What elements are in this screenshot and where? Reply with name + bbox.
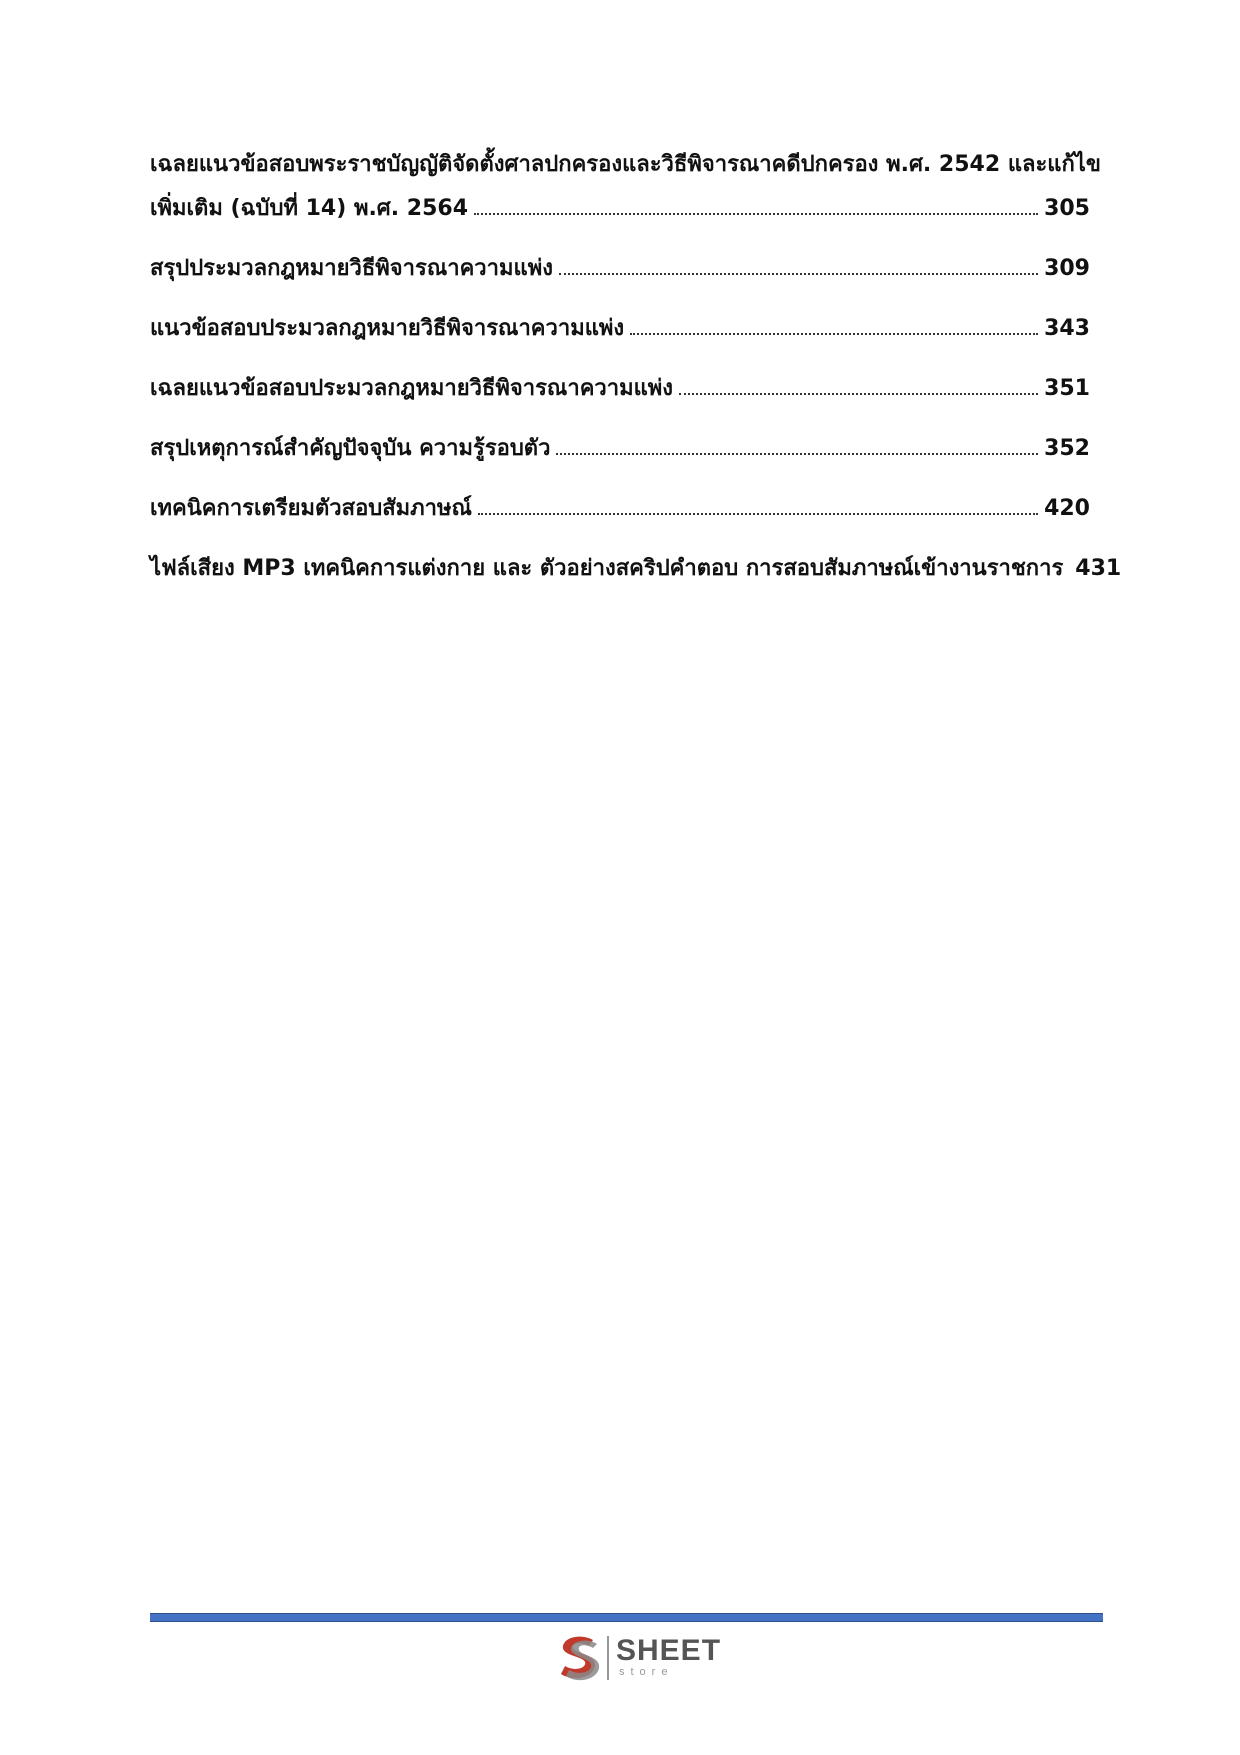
dot-leader [474,213,1038,215]
dot-leader [679,393,1038,395]
table-of-contents [150,150,1122,584]
toc-entry-page: 343 [1044,316,1090,341]
logo-subtext: store [619,1666,674,1678]
footer-rule [150,1613,1103,1622]
toc-entry[interactable] [150,554,1122,584]
toc-entry-title: เทคนิคการเตรียมตัวสอบสัมภาษณ์ [150,496,472,521]
toc-entry-page: 420 [1044,496,1090,521]
sheet-store-logo [553,1632,723,1684]
dot-leader [478,513,1038,515]
toc-entry[interactable] [150,254,1090,284]
toc-entry[interactable] [150,494,1090,524]
toc-entry-title: ไฟล์เสียง MP3 เทคนิคการแต่งกาย และ ตัวอย่างสคริปคำตอบ การสอบสัมภาษณ์เข้างานราชการ [150,556,1064,581]
toc-entry[interactable] [150,150,1101,224]
toc-entry-page: 352 [1044,436,1090,461]
dot-leader [556,453,1038,455]
toc-entry[interactable] [150,434,1090,464]
toc-entry[interactable] [150,374,1090,404]
dot-leader [559,273,1038,275]
toc-entry-title: เพิ่มเติม (ฉบับที่ 14) พ.ศ. 2564 [150,196,469,221]
toc-entry-title: สรุปประมวลกฎหมายวิธีพิจารณาความแพ่ง [150,256,553,281]
logo-text: SHEET [616,1634,722,1667]
toc-entry-page: 431 [1075,556,1122,581]
toc-entry-title-line1: เฉลยแนวข้อสอบพระราชบัญญัติจัดตั้งศาลปกครองและวิธีพิจารณาคดีปกครอง พ.ศ. 2542 และแก้ไข [150,152,1101,177]
toc-entry[interactable] [150,314,1090,344]
toc-entry-title: เฉลยแนวข้อสอบประมวลกฎหมายวิธีพิจารณาความแพ่ง [150,376,674,401]
toc-entry-title: แนวข้อสอบประมวลกฎหมายวิธีพิจารณาความแพ่ง [150,316,625,341]
logo-divider [607,1636,609,1680]
toc-entry-title: สรุปเหตุการณ์สำคัญปัจจุบัน ความรู้รอบตัว [150,436,551,461]
toc-entry-page: 305 [1044,196,1090,221]
toc-entry-page: 351 [1044,376,1090,401]
toc-entry-page: 309 [1044,256,1090,281]
dot-leader [630,333,1038,335]
sheet-store-s-icon [553,1632,603,1684]
